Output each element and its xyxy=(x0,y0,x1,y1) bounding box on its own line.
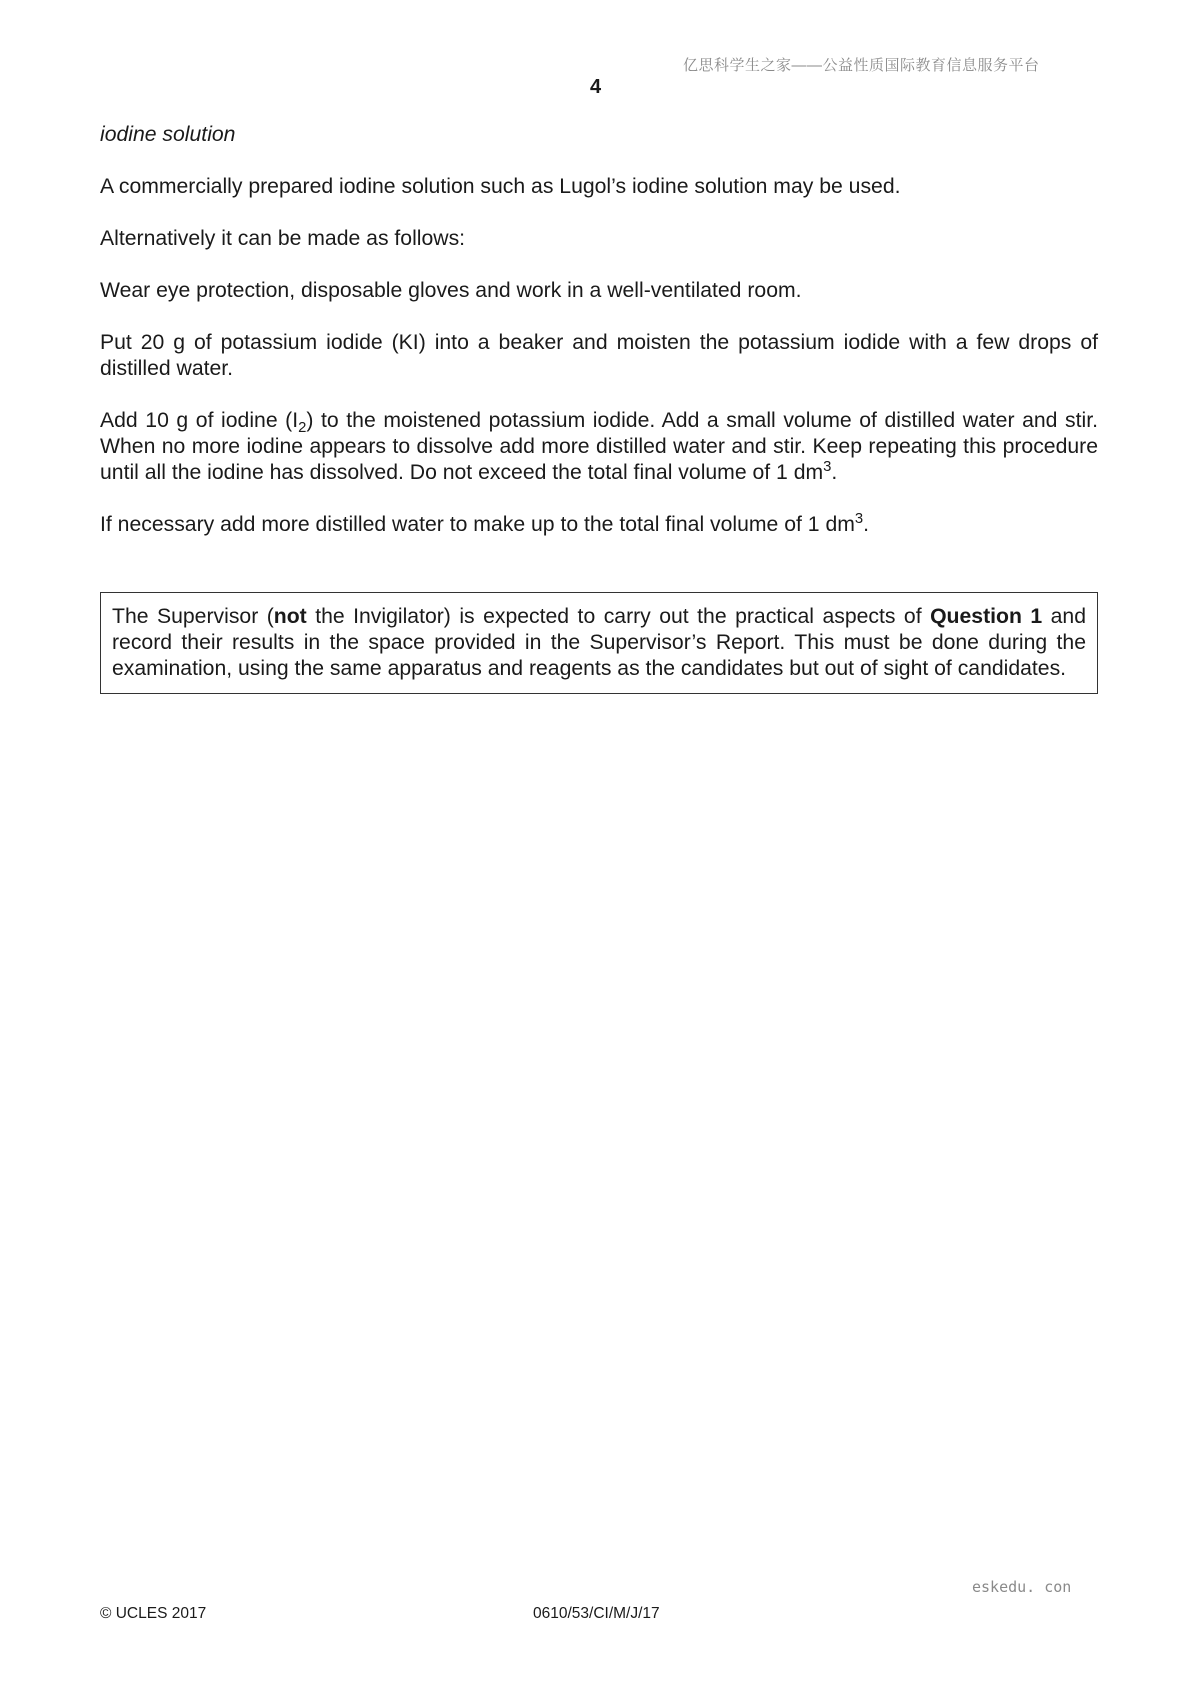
copyright-footer: © UCLES 2017 xyxy=(100,1605,207,1622)
paragraph-potassium-iodide: Put 20 g of potassium iodide (KI) into a beaker and moisten the potassium iodide with a few drops of distilled water. xyxy=(100,331,1098,380)
notice-bold-not: not xyxy=(273,605,307,628)
paragraph-alternative: Alternatively it can be made as follows: xyxy=(100,227,466,250)
superscript: 3 xyxy=(854,510,864,527)
document-code-footer: 0610/53/CI/M/J/17 xyxy=(533,1605,660,1622)
notice-text: The Supervisor ( xyxy=(112,605,274,628)
notice-bold-question: Question 1 xyxy=(930,605,1043,628)
document-body xyxy=(100,122,1098,564)
section-heading: iodine solution xyxy=(100,123,236,146)
supervisor-notice-box xyxy=(100,592,1098,694)
subscript: 2 xyxy=(298,420,307,437)
text-segment: Add 10 g of iodine (I xyxy=(100,409,299,432)
superscript: 3 xyxy=(823,458,832,475)
notice-text: the Invigilator) is expected to carry out the practical aspects of xyxy=(306,605,931,628)
paragraph-commercial: A commercially prepared iodine solution such as Lugol’s iodine solution may be used. xyxy=(100,175,901,198)
paragraph-make-up-volume xyxy=(100,512,1098,538)
notice-text: and record their results in the space provided in the Supervisor’s Report. This must be done during the examination, using the same apparatus and reagents as the candidates but out of sight of candidates. xyxy=(112,605,1086,680)
watermark-header: 亿思科学生之家——公益性质国际教育信息服务平台 xyxy=(683,57,1040,74)
text-segment: ) to the moistened potassium iodide. Add a small volume of distilled water and stir. When no more iodine appears to dissolve add more distilled water and stir. Keep repeating this procedure until all the iodine has dissolved. Do not exceed the total final volume of 1 dm xyxy=(100,409,1098,484)
page-number: 4 xyxy=(589,76,602,98)
text-segment: . xyxy=(831,461,838,484)
text-segment: If necessary add more distilled water to make up to the total final volume of 1 dm xyxy=(100,513,855,536)
paragraph-add-iodine xyxy=(100,408,1098,486)
paragraph-safety: Wear eye protection, disposable gloves and work in a well-ventilated room. xyxy=(100,279,802,302)
text-segment: . xyxy=(863,513,870,536)
watermark-footer: eskedu. con xyxy=(972,1578,1072,1596)
